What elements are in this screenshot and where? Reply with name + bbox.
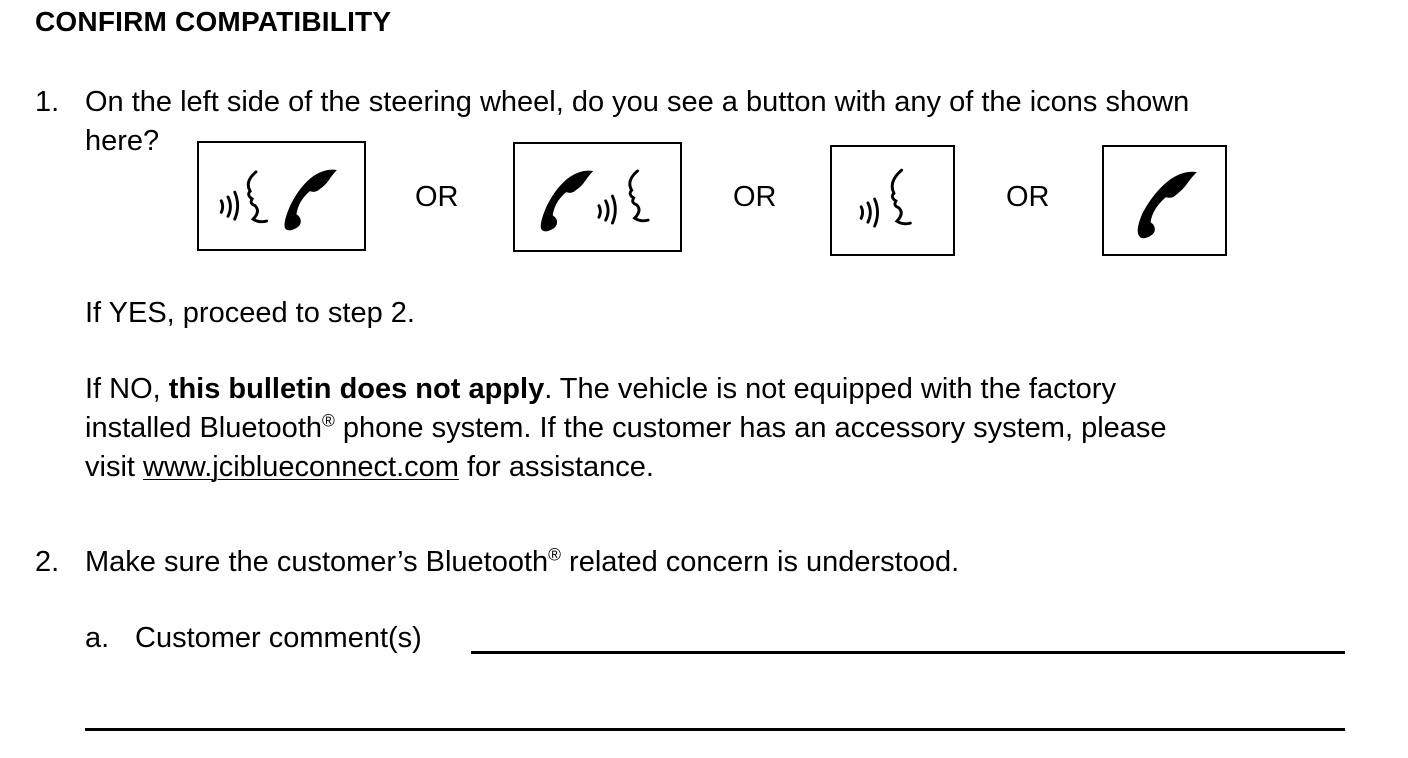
if-no-prefix: If NO,	[85, 373, 169, 405]
customer-comments-line-2[interactable]	[85, 728, 1345, 731]
phone-icon-box	[1102, 145, 1227, 256]
phone-and-voice-icon	[515, 144, 680, 250]
phone-icon	[1104, 147, 1225, 254]
page-title: CONFIRM COMPATIBILITY	[35, 6, 392, 37]
sub-a-letter: a.	[85, 622, 110, 654]
if-yes-text: If YES, proceed to step 2.	[85, 297, 415, 329]
registered-mark: ®	[548, 544, 561, 565]
visit-text: visit	[85, 451, 143, 483]
or-label: OR	[1006, 181, 1050, 213]
registered-mark: ®	[322, 410, 335, 431]
if-no-line-2	[85, 409, 1167, 447]
step-2-number: 2.	[35, 546, 60, 578]
phone-system-text: phone system. If the customer has an accessory system, please	[334, 412, 1167, 444]
if-no-line-3	[85, 448, 654, 486]
phone-and-voice-icon-box	[513, 142, 682, 252]
customer-comments-label: Customer comment(s)	[135, 622, 422, 654]
if-no-rest: . The vehicle is not equipped with the factory	[544, 373, 1116, 405]
or-label: OR	[415, 181, 459, 213]
for-assistance-text: for assistance.	[458, 451, 654, 483]
step-2-text	[85, 543, 959, 581]
installed-bluetooth-text: installed Bluetooth	[85, 412, 322, 444]
bulletin-not-apply-text: this bulletin does not apply	[168, 373, 545, 405]
step-1-question-line-2: here?	[85, 125, 160, 157]
step-2-text-b: related concern is understood.	[561, 546, 960, 578]
if-no-line-1	[85, 370, 1116, 408]
voice-and-phone-icon	[199, 143, 364, 249]
or-label: OR	[733, 181, 777, 213]
voice-and-phone-icon-box	[197, 141, 366, 251]
customer-comments-line-1[interactable]	[471, 651, 1345, 654]
voice-icon	[832, 147, 953, 254]
jciblueconnect-link[interactable]: www.jciblueconnect.com	[143, 451, 459, 483]
step-2-text-a: Make sure the customer’s Bluetooth	[85, 546, 549, 578]
voice-icon-box	[830, 145, 955, 256]
step-1-question-line-1: On the left side of the steering wheel, do you see a button with any of the icons shown	[85, 86, 1190, 118]
step-1-number: 1.	[35, 86, 60, 118]
